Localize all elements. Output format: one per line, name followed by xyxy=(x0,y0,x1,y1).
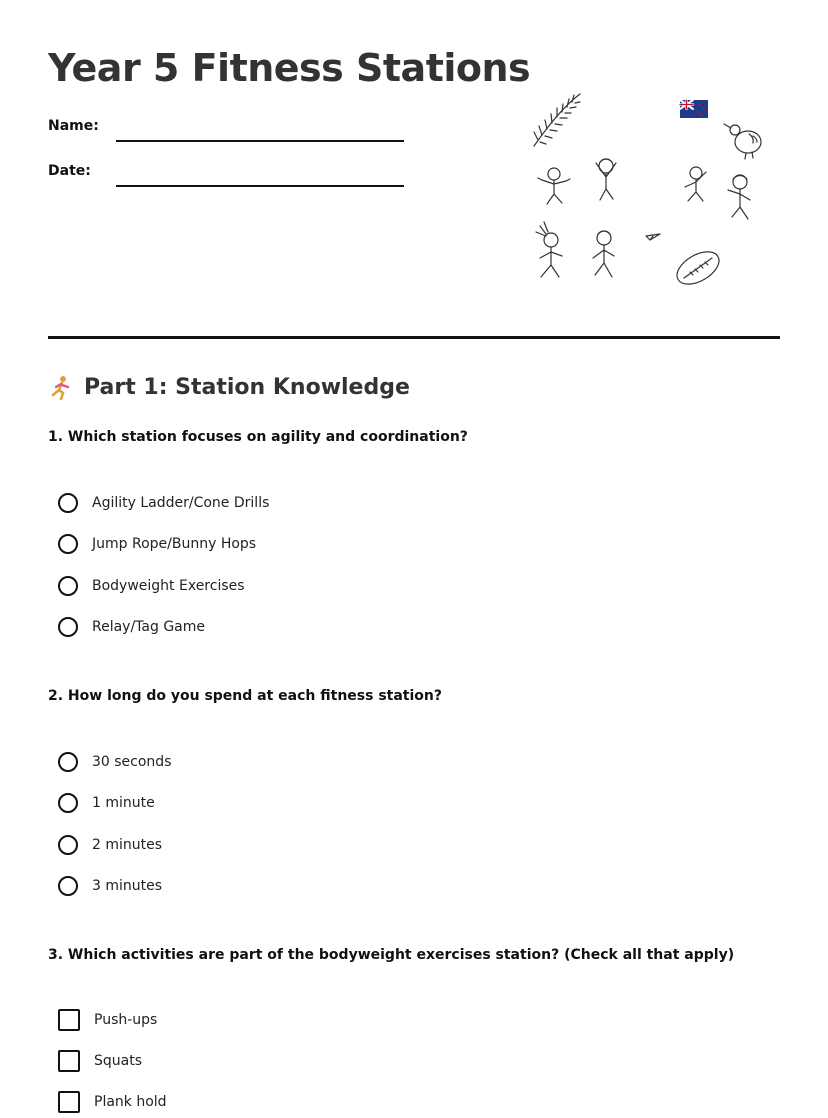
date-field[interactable] xyxy=(48,163,408,193)
date-label: Date: xyxy=(48,163,91,179)
q1-option-4-label: Relay/Tag Game xyxy=(92,619,206,635)
name-field[interactable] xyxy=(48,118,408,148)
rugby-ball-icon xyxy=(672,245,725,291)
q2-option-3-label: 2 minutes xyxy=(92,837,163,853)
child-jumping-icon xyxy=(596,159,616,200)
question-3: 3. Which activities are part of the bodyweight exercises station? (Check all that apply) xyxy=(48,947,735,963)
q1-option-2-label: Jump Rope/Bunny Hops xyxy=(92,536,257,552)
q3-checkbox-1[interactable] xyxy=(58,1009,80,1031)
q3-option-1[interactable] xyxy=(58,1007,558,1033)
q2-radio-1[interactable] xyxy=(58,752,78,772)
q2-option-1[interactable] xyxy=(58,749,558,775)
q1-option-4[interactable] xyxy=(58,614,558,640)
silver-fern-icon xyxy=(534,94,580,146)
name-label: Name: xyxy=(48,118,99,134)
q1-option-2[interactable] xyxy=(58,531,558,557)
q2-option-2-label: 1 minute xyxy=(92,795,155,811)
section-divider xyxy=(48,336,780,339)
q2-radio-4[interactable] xyxy=(58,876,78,896)
fitness-illustration xyxy=(520,86,780,296)
q2-option-1-label: 30 seconds xyxy=(92,754,172,770)
child-running-icon xyxy=(593,231,614,277)
q3-option-3[interactable] xyxy=(58,1089,558,1115)
question-1: 1. Which station focuses on agility and coordination? xyxy=(48,429,468,445)
q1-option-3-label: Bodyweight Exercises xyxy=(92,578,245,594)
paper-plane-icon xyxy=(646,234,660,240)
q3-checkbox-2[interactable] xyxy=(58,1050,80,1072)
q2-option-2[interactable] xyxy=(58,790,558,816)
q2-option-4-label: 3 minutes xyxy=(92,878,163,894)
q1-radio-4[interactable] xyxy=(58,617,78,637)
q2-option-3[interactable] xyxy=(58,832,558,858)
child-jumping-icon xyxy=(685,167,706,201)
child-running-icon xyxy=(536,222,562,277)
q3-checkbox-3[interactable] xyxy=(58,1091,80,1113)
q3-option-2-label: Squats xyxy=(94,1053,143,1069)
q3-option-1-label: Push-ups xyxy=(94,1012,158,1028)
date-line[interactable] xyxy=(116,185,404,187)
q2-radio-3[interactable] xyxy=(58,835,78,855)
q1-option-1[interactable] xyxy=(58,490,558,516)
q1-option-1-label: Agility Ladder/Cone Drills xyxy=(92,495,270,511)
q1-option-3[interactable] xyxy=(58,573,558,599)
q2-option-4[interactable] xyxy=(58,873,558,899)
nz-flag-icon xyxy=(680,100,708,118)
child-jumping-icon xyxy=(538,168,570,204)
q1-radio-2[interactable] xyxy=(58,534,78,554)
q2-radio-2[interactable] xyxy=(58,793,78,813)
question-2: 2. How long do you spend at each fitness station? xyxy=(48,688,443,704)
q1-radio-1[interactable] xyxy=(58,493,78,513)
child-running-icon xyxy=(728,175,750,219)
part1-heading xyxy=(48,374,410,400)
q3-option-2[interactable] xyxy=(58,1048,558,1074)
q3-option-3-label: Plank hold xyxy=(94,1094,167,1110)
running-person-icon xyxy=(48,374,74,400)
name-line[interactable] xyxy=(116,140,404,142)
q1-radio-3[interactable] xyxy=(58,576,78,596)
kiwi-bird-icon xyxy=(724,124,761,159)
part1-heading-text: Part 1: Station Knowledge xyxy=(84,374,410,400)
page-title: Year 5 Fitness Stations xyxy=(48,46,531,90)
